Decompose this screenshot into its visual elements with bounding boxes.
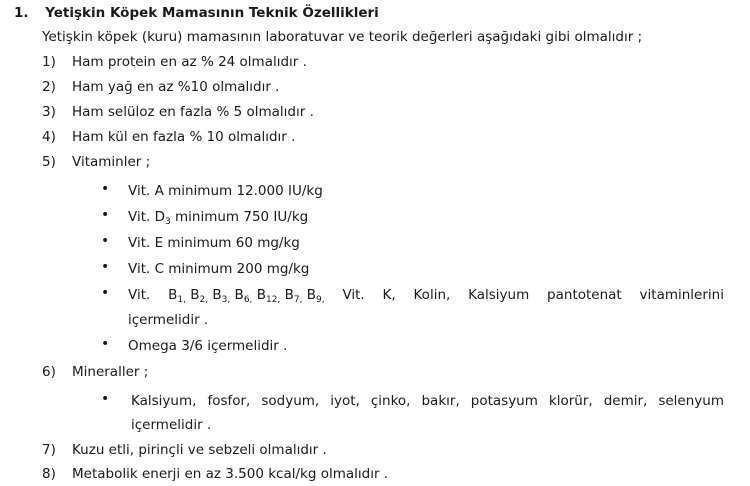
list-item <box>42 128 296 146</box>
item-number: 3) <box>42 104 56 120</box>
item-text: Ham yağ en az %10 olmalıdır . <box>72 79 280 95</box>
word: fosfor, <box>207 393 251 409</box>
vitamin-c: Vit. C minimum 200 mg/kg <box>128 261 310 277</box>
vitamin-a: Vit. A minimum 12.000 IU/kg <box>128 183 323 199</box>
item-text: Metabolik enerji en az 3.500 kcal/kg olmalıdır . <box>72 466 389 482</box>
vitamin-b-list: $B_{1,}$ $B_{2,}$ $B_{3,}$ $B_{6,}$ $B_{12,}$ $B_{7,}$ $B_{9,}$ <box>168 287 325 305</box>
item-number: 7) <box>42 442 56 458</box>
word: K, <box>382 287 396 303</box>
list-item <box>42 465 389 483</box>
minerals-continued: içermelidir . <box>131 417 212 433</box>
bullet-icon: • <box>101 233 110 249</box>
section-heading <box>14 4 379 22</box>
item-number: 2) <box>42 79 56 95</box>
list-item <box>42 441 327 459</box>
heading-title: Yetişkin Köpek Mamasının Teknik Özellikleri <box>45 5 379 21</box>
word: selenyum <box>658 393 724 409</box>
item-number: 8) <box>42 466 56 482</box>
vitamin-e: Vit. E minimum 60 mg/kg <box>128 235 300 251</box>
bullet-icon: • <box>101 336 110 352</box>
item-number: 6) <box>42 364 56 380</box>
list-item <box>42 153 151 171</box>
vitamin-omega: Omega 3/6 içermelidir . <box>128 338 288 354</box>
bullet-icon: • <box>101 181 110 197</box>
word: Kalsiyum <box>468 287 530 303</box>
word: çinko, <box>370 393 411 409</box>
word: Kalsiyum, <box>131 393 197 409</box>
vitamin-b-continued: içermelidir . <box>128 312 209 328</box>
word: klorür, <box>548 393 593 409</box>
word: vitaminlerini <box>639 287 724 303</box>
word: sodyum, <box>261 393 320 409</box>
list-item <box>42 78 280 96</box>
minerals-line <box>131 392 724 410</box>
vitamin-d-sub: 3 <box>164 217 171 227</box>
bullet-icon: • <box>101 207 110 223</box>
word: potasyum <box>470 393 538 409</box>
item-number: 1) <box>42 54 56 70</box>
item-text: Ham kül en fazla % 10 olmalıdır . <box>72 129 296 145</box>
word: demir, <box>603 393 648 409</box>
bullet-icon: • <box>101 259 110 275</box>
intro-text: Yetişkin köpek (kuru) mamasının laboratuvar ve teorik değerleri aşağıdaki gibi olmalıdır ; <box>42 29 643 45</box>
word: Vit. <box>342 287 365 303</box>
list-item <box>42 53 307 71</box>
item-number: 4) <box>42 129 56 145</box>
vitamin-b-line <box>128 286 724 304</box>
vitamin-d-suffix: minimum 750 IU/kg <box>170 209 309 225</box>
bullet-icon: • <box>101 285 110 301</box>
item-text: Mineraller ; <box>72 364 149 380</box>
word: iyot, <box>330 393 360 409</box>
vitamin-d <box>128 208 308 226</box>
item-text: Kuzu etli, pirinçli ve sebzeli olmalıdır . <box>72 442 327 458</box>
vitamin-d-prefix: Vit. D <box>128 209 165 225</box>
word: Kolin, <box>413 287 451 303</box>
list-item <box>42 103 314 121</box>
item-text: Ham selüloz en fazla % 5 olmalıdır . <box>72 104 314 120</box>
list-item <box>42 363 149 381</box>
word: Vit. <box>128 287 151 303</box>
item-text: Vitaminler ; <box>72 154 151 170</box>
word: pantotenat <box>547 287 622 303</box>
word: bakır, <box>421 393 460 409</box>
item-number: 5) <box>42 154 56 170</box>
item-text: Ham protein en az % 24 olmalıdır . <box>72 54 307 70</box>
heading-number: 1. <box>14 5 29 21</box>
bullet-icon: • <box>101 391 110 407</box>
